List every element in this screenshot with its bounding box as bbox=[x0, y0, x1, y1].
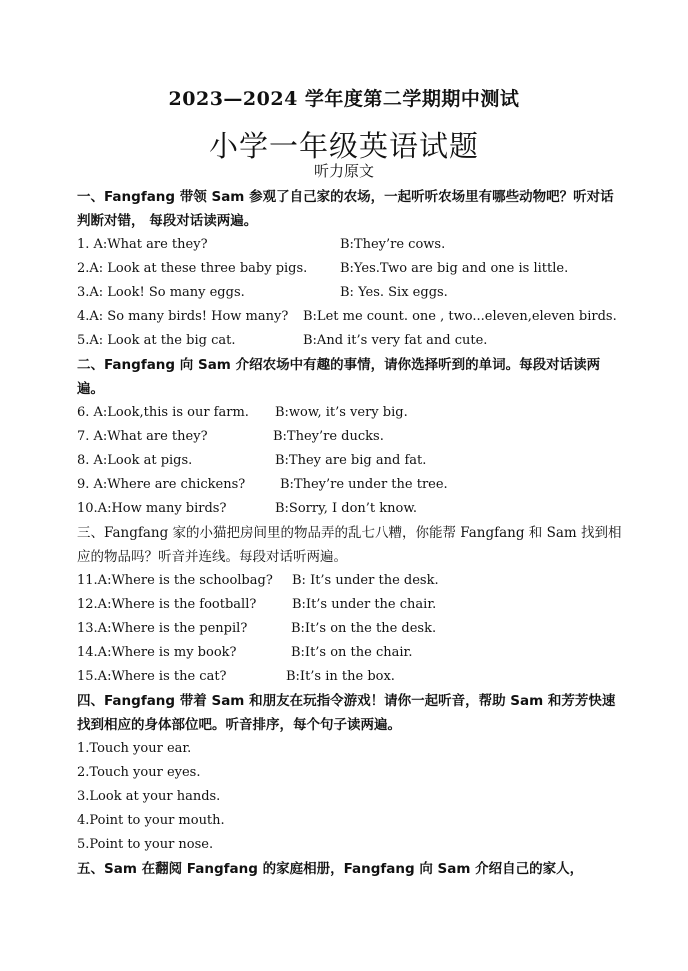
speaker-a-line: 13.A:Where is the penpil? bbox=[77, 621, 248, 636]
dialogue-row bbox=[77, 569, 622, 593]
speaker-a-line: 4.A: So many birds! How many? bbox=[77, 309, 289, 324]
section-1 bbox=[77, 185, 622, 353]
speaker-b-line: B:wow, it’s very big. bbox=[275, 405, 408, 420]
dialogue-row bbox=[77, 473, 622, 497]
speaker-b-line: B:Yes.Two are big and one is little. bbox=[340, 261, 569, 276]
speaker-a-line: 1. A:What are they? bbox=[77, 237, 208, 252]
dialogue-row bbox=[77, 593, 622, 617]
section-subtitle: 听力原文 bbox=[313, 162, 374, 180]
speaker-a-line: 9. A:Where are chickens? bbox=[77, 477, 246, 492]
speaker-b-line: B:They’re cows. bbox=[340, 237, 446, 252]
speaker-b-line: B:It’s under the chair. bbox=[292, 597, 437, 612]
dialogue-row bbox=[77, 665, 622, 689]
section-5 bbox=[77, 857, 622, 881]
dialogue-row bbox=[77, 497, 622, 521]
speaker-b-line: B:Sorry, I don’t know. bbox=[275, 501, 418, 516]
section-title: 五、Sam 在翻阅 Fangfang 的家庭相册，Fangfang 向 Sam 介绍自己的家人， bbox=[77, 861, 584, 877]
dialogue-row bbox=[77, 329, 622, 353]
speaker-b-line: B:They’re under the tree. bbox=[280, 477, 448, 492]
section-title: 一、Fangfang 带领 Sam 参观了自己家的农场，一起听听农场里有哪些动物吧？听对话判断对错， 每段对话读两遍。 bbox=[77, 189, 614, 229]
exam-title: 小学一年级英语试题 bbox=[208, 129, 479, 163]
speaker-a-line: 2.A: Look at these three baby pigs. bbox=[77, 261, 308, 276]
command-line: 3.Look at your hands. bbox=[77, 789, 221, 804]
speaker-a-line: 8. A:Look at pigs. bbox=[77, 453, 193, 468]
section-3 bbox=[77, 521, 622, 689]
speaker-b-line: B: Yes. Six eggs. bbox=[340, 285, 448, 300]
section-4 bbox=[77, 689, 622, 857]
document-content bbox=[77, 185, 622, 881]
speaker-a-line: 14.A:Where is my book? bbox=[77, 645, 237, 660]
speaker-b-line: B:They’re ducks. bbox=[273, 429, 384, 444]
speaker-b-line: B:It’s on the chair. bbox=[291, 645, 413, 660]
speaker-a-line: 3.A: Look! So many eggs. bbox=[77, 285, 245, 300]
dialogue-row bbox=[77, 233, 622, 257]
speaker-b-line: B:They are big and fat. bbox=[275, 453, 427, 468]
section-title: 三、Fangfang 家的小猫把房间里的物品弄的乱七八糟，你能帮 Fangfang 和 Sam 找到相应的物品吗？听音并连线。每段对话听两遍。 bbox=[77, 525, 622, 565]
section-title: 二、Fangfang 向 Sam 介绍农场中有趣的事情，请你选择听到的单词。每段对话读两遍。 bbox=[77, 357, 601, 397]
speaker-b-line: B:Let me count. one , two...eleven,eleven birds. bbox=[303, 309, 617, 324]
speaker-a-line: 10.A:How many birds? bbox=[77, 501, 227, 516]
speaker-a-line: 6. A:Look,this is our farm. bbox=[77, 405, 249, 420]
exam-term-title: 2023—2024 学年度第二学期期中测试 bbox=[168, 88, 520, 110]
dialogue-row bbox=[77, 257, 622, 281]
command-line: 1.Touch your ear. bbox=[77, 741, 192, 756]
dialogue-row bbox=[77, 617, 622, 641]
dialogue-row bbox=[77, 449, 622, 473]
dialogue-row bbox=[77, 305, 622, 329]
speaker-a-line: 5.A: Look at the big cat. bbox=[77, 333, 236, 348]
speaker-b-line: B: It’s under the desk. bbox=[292, 573, 439, 588]
command-line: 5.Point to your nose. bbox=[77, 837, 214, 852]
speaker-a-line: 15.A:Where is the cat? bbox=[77, 669, 227, 684]
speaker-b-line: B:It’s in the box. bbox=[286, 669, 395, 684]
dialogue-row bbox=[77, 641, 622, 665]
section-2 bbox=[77, 353, 622, 521]
speaker-a-line: 11.A:Where is the schoolbag? bbox=[77, 573, 273, 588]
speaker-a-line: 12.A:Where is the football? bbox=[77, 597, 257, 612]
speaker-b-line: B:And it’s very fat and cute. bbox=[303, 333, 488, 348]
dialogue-row bbox=[77, 401, 622, 425]
command-line: 2.Touch your eyes. bbox=[77, 765, 201, 780]
dialogue-row bbox=[77, 281, 622, 305]
command-line: 4.Point to your mouth. bbox=[77, 813, 225, 828]
dialogue-row bbox=[77, 425, 622, 449]
speaker-a-line: 7. A:What are they? bbox=[77, 429, 208, 444]
speaker-b-line: B:It’s on the the desk. bbox=[291, 621, 437, 636]
section-title: 四、Fangfang 带着 Sam 和朋友在玩指令游戏！请你一起听音，帮助 Sam 和芳芳快速找到相应的身体部位吧。听音排序，每个句子读两遍。 bbox=[77, 693, 616, 733]
